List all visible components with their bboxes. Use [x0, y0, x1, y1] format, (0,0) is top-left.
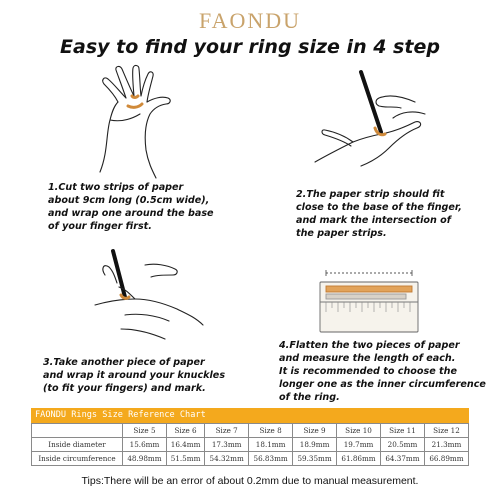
size-header-cell: Size 9 — [293, 424, 337, 438]
table-cell: 19.7mm — [337, 438, 381, 452]
table-cell: 66.89mm — [424, 452, 468, 466]
hand-marking-illustration — [305, 62, 435, 177]
table-cell: 56.83mm — [249, 452, 293, 466]
table-cell: 51.5mm — [166, 452, 204, 466]
size-header-cell: Size 10 — [337, 424, 381, 438]
step-1-text: 1.Cut two strips of paper about 9cm long (0.5cm wide), and wrap one around the base of your finger first. — [48, 182, 214, 232]
knuckle-marking-illustration — [85, 245, 215, 350]
size-header-cell: Size 11 — [381, 424, 425, 438]
row-label: Inside circumference — [32, 452, 123, 466]
size-header-cell: Size 6 — [166, 424, 204, 438]
table-cell: 59.35mm — [293, 452, 337, 466]
table-cell: 17.3mm — [205, 438, 249, 452]
step-3-text: 3.Take another piece of paper and wrap it around your knuckles (to fit your fingers) and mark. — [43, 357, 226, 394]
hand-wrap-illustration — [70, 62, 200, 182]
table-cell: 18.9mm — [293, 438, 337, 452]
step-4-text: 4.Flatten the two pieces of paper and measure the length of each. It is recommended to choose the longer one as the inner circumference of the ring. — [279, 340, 486, 403]
corner-cell — [32, 424, 123, 438]
table-cell: 18.1mm — [249, 438, 293, 452]
size-header-cell: Size 5 — [123, 424, 167, 438]
table-cell: 21.3mm — [424, 438, 468, 452]
page-headline: Easy to find your ring size in 4 step — [60, 36, 440, 58]
size-header-row — [32, 424, 469, 438]
size-header-cell: Size 12 — [424, 424, 468, 438]
table-cell: 61.86mm — [337, 452, 381, 466]
ring-size-chart — [31, 408, 469, 466]
table-cell: 20.5mm — [381, 438, 425, 452]
table-cell: 15.6mm — [123, 438, 167, 452]
brand-logo: FAONDU — [198, 8, 302, 33]
size-header-cell: Size 7 — [205, 424, 249, 438]
ruler-measure-illustration — [318, 268, 420, 338]
tips-text: Tips:There will be an error of about 0.2mm due to manual measurement. — [81, 475, 419, 487]
step-2-text: 2.The paper strip should fit close to the base of the finger, and mark the intersection of the paper strips. — [296, 189, 462, 239]
table-cell: 64.37mm — [381, 452, 425, 466]
inside-diameter-row — [32, 438, 469, 452]
row-label: Inside diameter — [32, 438, 123, 452]
table-cell: 48.98mm — [123, 452, 167, 466]
size-table — [31, 423, 469, 466]
size-header-cell: Size 8 — [249, 424, 293, 438]
inside-circumference-row — [32, 452, 469, 466]
chart-title: FAONDU Rings Size Reference Chart — [31, 408, 469, 423]
table-cell: 54.32mm — [205, 452, 249, 466]
table-cell: 16.4mm — [166, 438, 204, 452]
